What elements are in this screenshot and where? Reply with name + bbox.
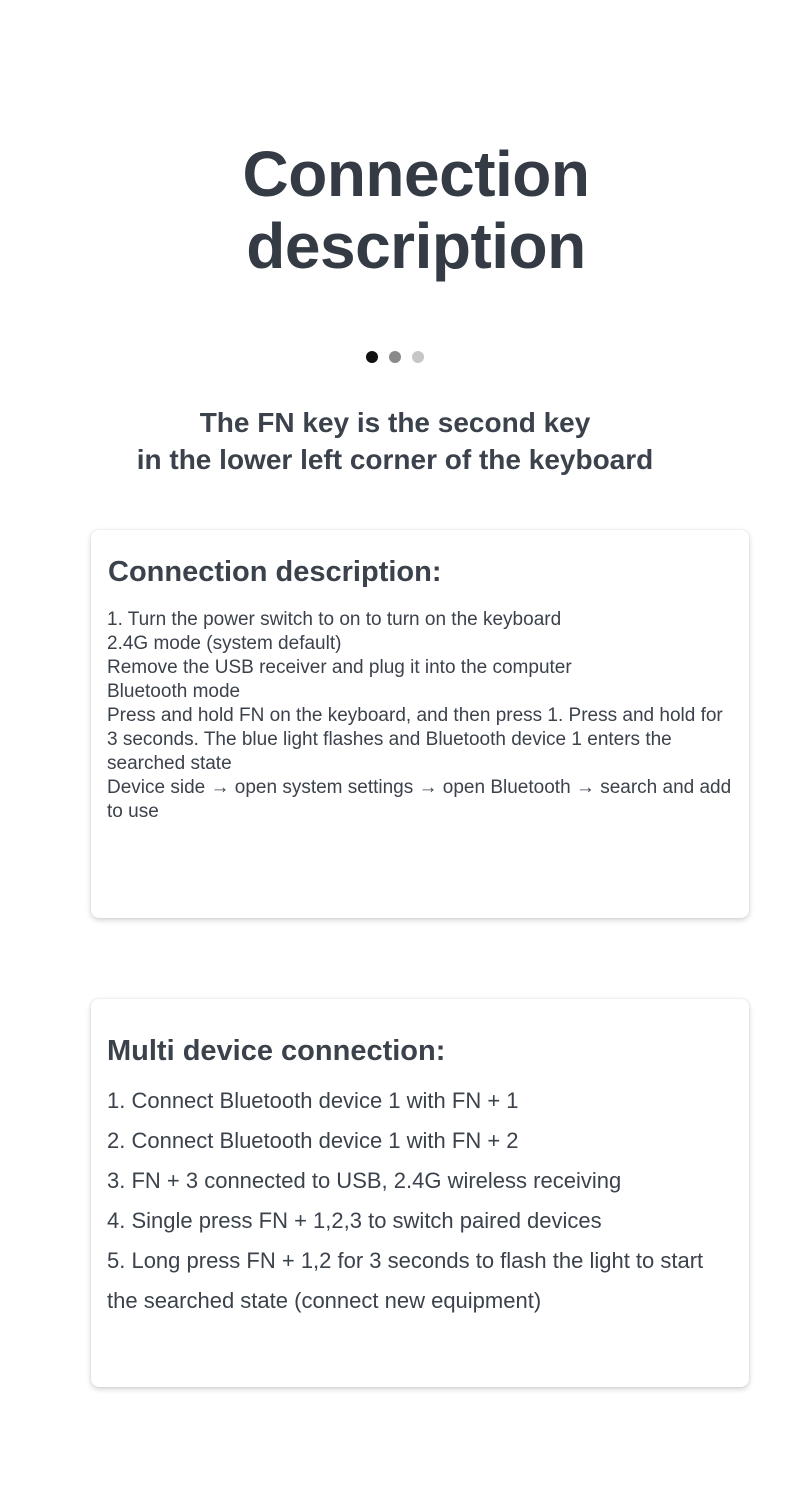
connection-description-heading: Connection description: — [108, 556, 442, 588]
connection-step: 1. Turn the power switch to on to turn on the keyboard — [107, 609, 562, 630]
connection-steps-list — [107, 608, 737, 824]
pagination-dot-3[interactable] — [412, 351, 424, 363]
connection-step: Bluetooth mode — [107, 681, 241, 702]
fn-key-note-line-1: The FN key is the second key — [199, 407, 591, 438]
pagination-dot-1[interactable] — [366, 351, 378, 363]
multi-device-step: 5. Long press FN + 1,2 for 3 seconds to flash the light to start the searched state (connect new equipment) — [107, 1248, 704, 1313]
multi-device-step: 4. Single press FN + 1,2,3 to switch paired devices — [107, 1208, 602, 1233]
multi-device-step: 2. Connect Bluetooth device 1 with FN + 2 — [107, 1128, 519, 1153]
pagination-dot-2[interactable] — [389, 351, 401, 363]
multi-device-steps-list — [107, 1081, 737, 1321]
multi-device-step: 3. FN + 3 connected to USB, 2.4G wireless receiving — [107, 1168, 622, 1193]
page-title-line-1: Connection — [242, 138, 590, 210]
connection-step: Device side → open system settings → open Bluetooth → search and add to use — [107, 777, 732, 822]
pagination-dots — [366, 351, 426, 363]
connection-step: Remove the USB receiver and plug it into the computer — [107, 657, 572, 678]
fn-key-note — [0, 404, 790, 478]
page-title-line-2: description — [246, 210, 586, 282]
connection-description-card — [91, 530, 749, 918]
page-title — [0, 138, 790, 282]
multi-device-connection-heading: Multi device connection: — [107, 1035, 446, 1067]
fn-key-note-line-2: in the lower left corner of the keyboard — [136, 444, 654, 475]
multi-device-step: 1. Connect Bluetooth device 1 with FN + 1 — [107, 1088, 519, 1113]
multi-device-connection-card — [91, 999, 749, 1387]
connection-step: Press and hold FN on the keyboard, and then press 1. Press and hold for 3 seconds. The blue light flashes and Bluetooth device 1 enters the searched state — [107, 705, 723, 774]
connection-step: 2.4G mode (system default) — [107, 633, 342, 654]
